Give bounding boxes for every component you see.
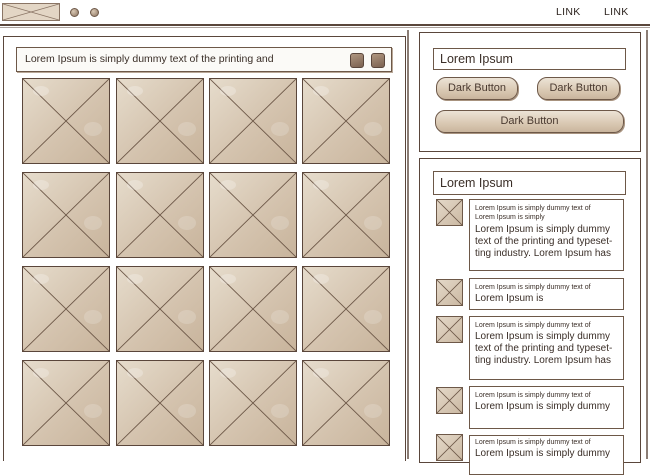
content-header-text: Lorem Ipsum is simply dummy text of the printing and	[25, 53, 274, 65]
list-item-caption: Lorem Ipsum is simply dummy text of	[475, 392, 591, 399]
image-tile-5[interactable]	[22, 172, 110, 258]
column-divider	[407, 30, 409, 459]
list-item-text: Lorem Ipsum is simply dummy text of the printing and typeset-ting industry. Lorem Ipsum has	[475, 224, 613, 259]
list-item-thumbnail[interactable]	[436, 316, 463, 343]
top-divider-shadow	[0, 27, 650, 28]
image-tile-9[interactable]	[22, 266, 110, 352]
nav-dot-1[interactable]	[70, 8, 79, 17]
right-edge-line	[646, 30, 648, 459]
list-item-text: Lorem Ipsum is simply dummy	[475, 401, 611, 412]
image-tile-10[interactable]	[116, 266, 204, 352]
header-action-button-1[interactable]	[350, 53, 364, 68]
image-tile-16[interactable]	[302, 360, 390, 446]
nav-link-2[interactable]: LINK	[604, 6, 629, 18]
image-tile-3[interactable]	[209, 78, 297, 164]
dark-button-2[interactable]: Dark Button	[537, 77, 620, 100]
list-panel-title: Lorem Ipsum	[433, 171, 626, 195]
list-item[interactable]	[469, 278, 624, 310]
image-tile-8[interactable]	[302, 172, 390, 258]
list-item-text: Lorem Ipsum is simply dummy text of the printing and typeset-ting industry. Lorem Ipsum has	[475, 331, 613, 366]
list-item-caption-2: Lorem Ipsum is simply	[475, 214, 545, 221]
image-tile-15[interactable]	[209, 360, 297, 446]
list-item-thumbnail[interactable]	[436, 434, 463, 461]
dark-button-1[interactable]: Dark Button	[436, 77, 518, 100]
image-tile-6[interactable]	[116, 172, 204, 258]
header-action-button-2[interactable]	[371, 53, 385, 68]
list-item-caption: Lorem Ipsum is simply dummy text of	[475, 322, 591, 329]
image-tile-13[interactable]	[22, 360, 110, 446]
list-item-thumbnail[interactable]	[436, 199, 463, 226]
button-panel-title: Lorem Ipsum	[433, 48, 626, 70]
list-item[interactable]	[469, 386, 624, 429]
logo-image-placeholder[interactable]	[2, 3, 60, 21]
list-item-thumbnail[interactable]	[436, 279, 463, 306]
list-item-caption: Lorem Ipsum is simply dummy text of	[475, 284, 591, 291]
list-item[interactable]	[469, 199, 624, 271]
content-header-bar	[16, 47, 392, 72]
list-item-text: Lorem Ipsum is simply dummy	[475, 448, 611, 459]
nav-link-1[interactable]: LINK	[556, 6, 581, 18]
list-item-thumbnail[interactable]	[436, 387, 463, 414]
image-tile-11[interactable]	[209, 266, 297, 352]
top-divider	[0, 24, 650, 26]
dark-button-wide[interactable]: Dark Button	[435, 110, 624, 133]
image-tile-12[interactable]	[302, 266, 390, 352]
list-item-text: Lorem Ipsum is	[475, 293, 544, 304]
image-tile-2[interactable]	[116, 78, 204, 164]
image-tile-7[interactable]	[209, 172, 297, 258]
image-tile-1[interactable]	[22, 78, 110, 164]
nav-dot-2[interactable]	[90, 8, 99, 17]
image-tile-14[interactable]	[116, 360, 204, 446]
list-item-caption: Lorem Ipsum is simply dummy text of	[475, 205, 591, 212]
list-item[interactable]	[469, 316, 624, 380]
list-item-caption: Lorem Ipsum is simply dummy text of	[475, 439, 591, 446]
list-item[interactable]	[469, 435, 624, 475]
image-tile-4[interactable]	[302, 78, 390, 164]
